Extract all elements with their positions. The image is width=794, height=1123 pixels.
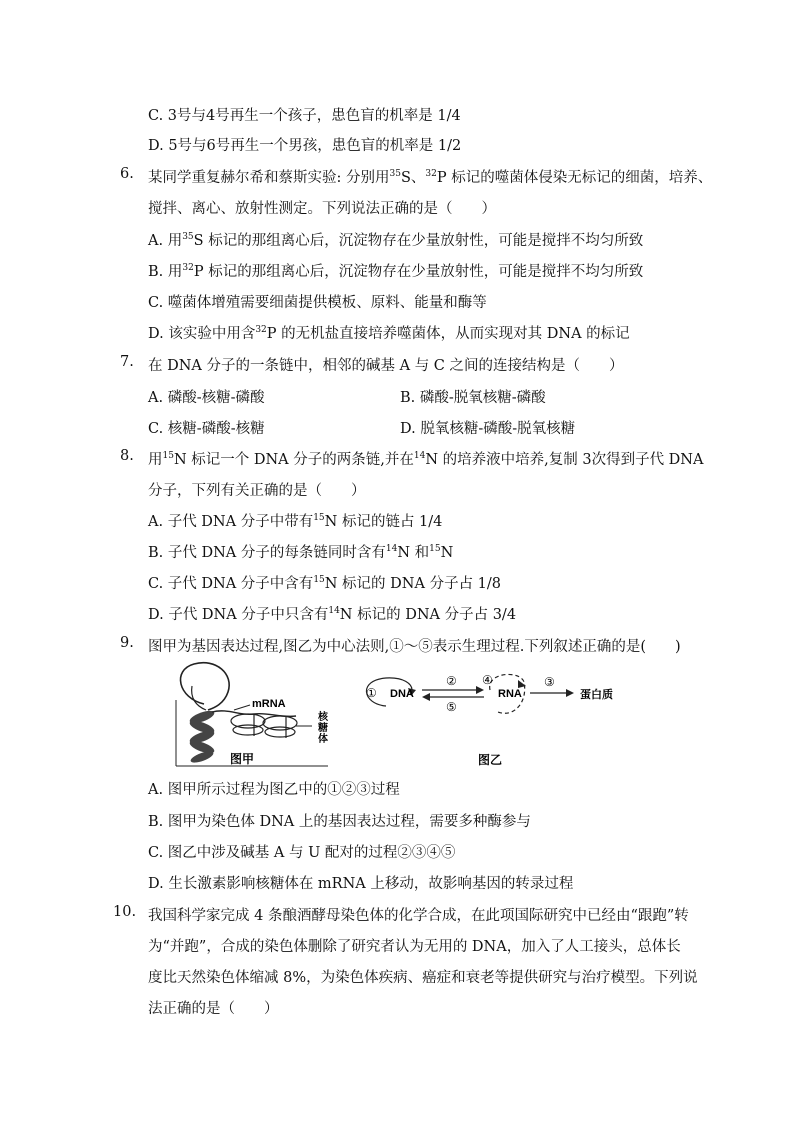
q6-stem-line2: 搅拌、离心、放射性测定。下列说法正确的是（ ）: [148, 201, 496, 217]
caption-jia: 图甲: [230, 752, 255, 766]
ribosome-icon: [231, 714, 297, 738]
label-rna: RNA: [498, 688, 522, 700]
q8-option-a: A. 子代 DNA 分子中带有$^{15}$N 标记的链占 1/4: [148, 513, 443, 530]
q8-stem-line1: 用$^{15}$N 标记一个 DNA 分子的两条链,并在$^{14}$N 的培养液中培养,复制 3次得到子代 DNA: [148, 451, 704, 468]
dna-loop-strand: [192, 686, 206, 710]
label-c2: ②: [446, 674, 457, 688]
q6-number: 6.: [120, 166, 134, 182]
label-ribosome-1: 核: [318, 712, 328, 723]
dna-loop: [181, 663, 230, 710]
helix-icon: [188, 708, 216, 765]
q10-line2: 为“并跑”，合成的染色体删除了研究者认为无用的 DNA，加入了人工接头，总体长: [148, 939, 681, 955]
reverse-arrowhead: [422, 693, 430, 701]
q7-option-b: B. 磷酸-脱氧核糖-磷酸: [400, 390, 546, 406]
figure-jia: [176, 663, 329, 766]
label-ribosome-2: 糖: [318, 723, 328, 734]
q9-figure: [168, 660, 640, 772]
q10-line1: 我国科学家完成 4 条酿酒酵母染色体的化学合成，在此项国际研究中已经由“跟跑”转: [148, 908, 689, 924]
q8-stem-line2: 分子，下列有关正确的是（ ）: [148, 483, 366, 499]
label-mrna: mRNA: [252, 698, 286, 710]
q8-option-d: D. 子代 DNA 分子中只含有$^{14}$N 标记的 DNA 分子占 3/4: [148, 606, 517, 623]
q9-stem: 图甲为基因表达过程,图乙为中心法则,①～⑤表示生理过程.下列叙述正确的是( ): [148, 639, 681, 655]
q5-option-c: C. 3号与4号再生一个孩子，患色盲的机率是 1/4: [148, 108, 461, 124]
q9-option-c: C. 图乙中涉及碱基 A 与 U 配对的过程②③④⑤: [148, 845, 456, 861]
label-c3: ③: [544, 675, 555, 689]
label-c1: ①: [366, 686, 377, 700]
figure-yi: [366, 673, 613, 767]
q6-option-b: B. 用$^{32}$P 标记的那组离心后，沉淀物存在少量放射性，可能是搅拌不均匀所致: [148, 263, 644, 280]
mrna-pointer: [234, 705, 250, 710]
q6-stem-line1: 某同学重复赫尔希和蔡斯实验: 分别用$^{35}$S、$^{32}$P 标记的噬菌体侵染无标记的细菌，培养、: [148, 169, 713, 186]
q10-line3: 度比天然染色体缩减 8%，为染色体疾病、癌症和衰老等提供研究与治疗模型。下列说: [148, 970, 698, 986]
q10-line4: 法正确的是（ ）: [148, 1001, 279, 1017]
q8-number: 8.: [120, 448, 134, 464]
q9-option-b: B. 图甲为染色体 DNA 上的基因表达过程，需要多种酶参与: [148, 814, 531, 830]
q6-option-c: C. 噬菌体增殖需要细菌提供模板、原料、能量和酶等: [148, 295, 487, 311]
q8-option-c: C. 子代 DNA 分子中含有$^{15}$N 标记的 DNA 分子占 1/8: [148, 575, 502, 592]
q7-stem: 在 DNA 分子的一条链中，相邻的碱基 A 与 C 之间的连接结构是（ ）: [148, 358, 624, 374]
label-protein: 蛋白质: [580, 688, 613, 701]
label-c5: ⑤: [446, 700, 457, 714]
q7-option-d: D. 脱氧核糖-磷酸-脱氧核糖: [400, 421, 576, 437]
q9-number: 9.: [120, 635, 134, 651]
q7-option-c: C. 核糖-磷酸-核糖: [148, 421, 265, 437]
q6-option-a: A. 用$^{35}$S 标记的那组离心后，沉淀物存在少量放射性，可能是搅拌不均匀所致: [148, 232, 644, 249]
q9-option-d: D. 生长激素影响核糖体在 mRNA 上移动，故影响基因的转录过程: [148, 876, 574, 892]
q7-option-a: A. 磷酸-核糖-磷酸: [148, 390, 265, 406]
caption-yi: 图乙: [478, 753, 503, 767]
q5-option-d: D. 5号与6号再生一个男孩，患色盲的机率是 1/2: [148, 138, 462, 154]
q8-option-b: B. 子代 DNA 分子的每条链同时含有$^{14}$N 和$^{15}$N: [148, 544, 454, 561]
translation-arrowhead: [566, 689, 574, 697]
label-c4: ④: [482, 673, 493, 687]
label-dna: DNA: [390, 688, 414, 700]
transcription-arrowhead: [476, 686, 484, 694]
q7-number: 7.: [120, 354, 134, 370]
label-ribosome-3: 体: [318, 734, 328, 745]
q10-number: 10.: [113, 904, 137, 920]
q6-option-d: D. 该实验中用含$^{32}$P 的无机盐直接培养噬菌体，从而实现对其 DNA 的标记: [148, 325, 630, 342]
q9-option-a: A. 图甲所示过程为图乙中的①②③过程: [148, 782, 400, 798]
